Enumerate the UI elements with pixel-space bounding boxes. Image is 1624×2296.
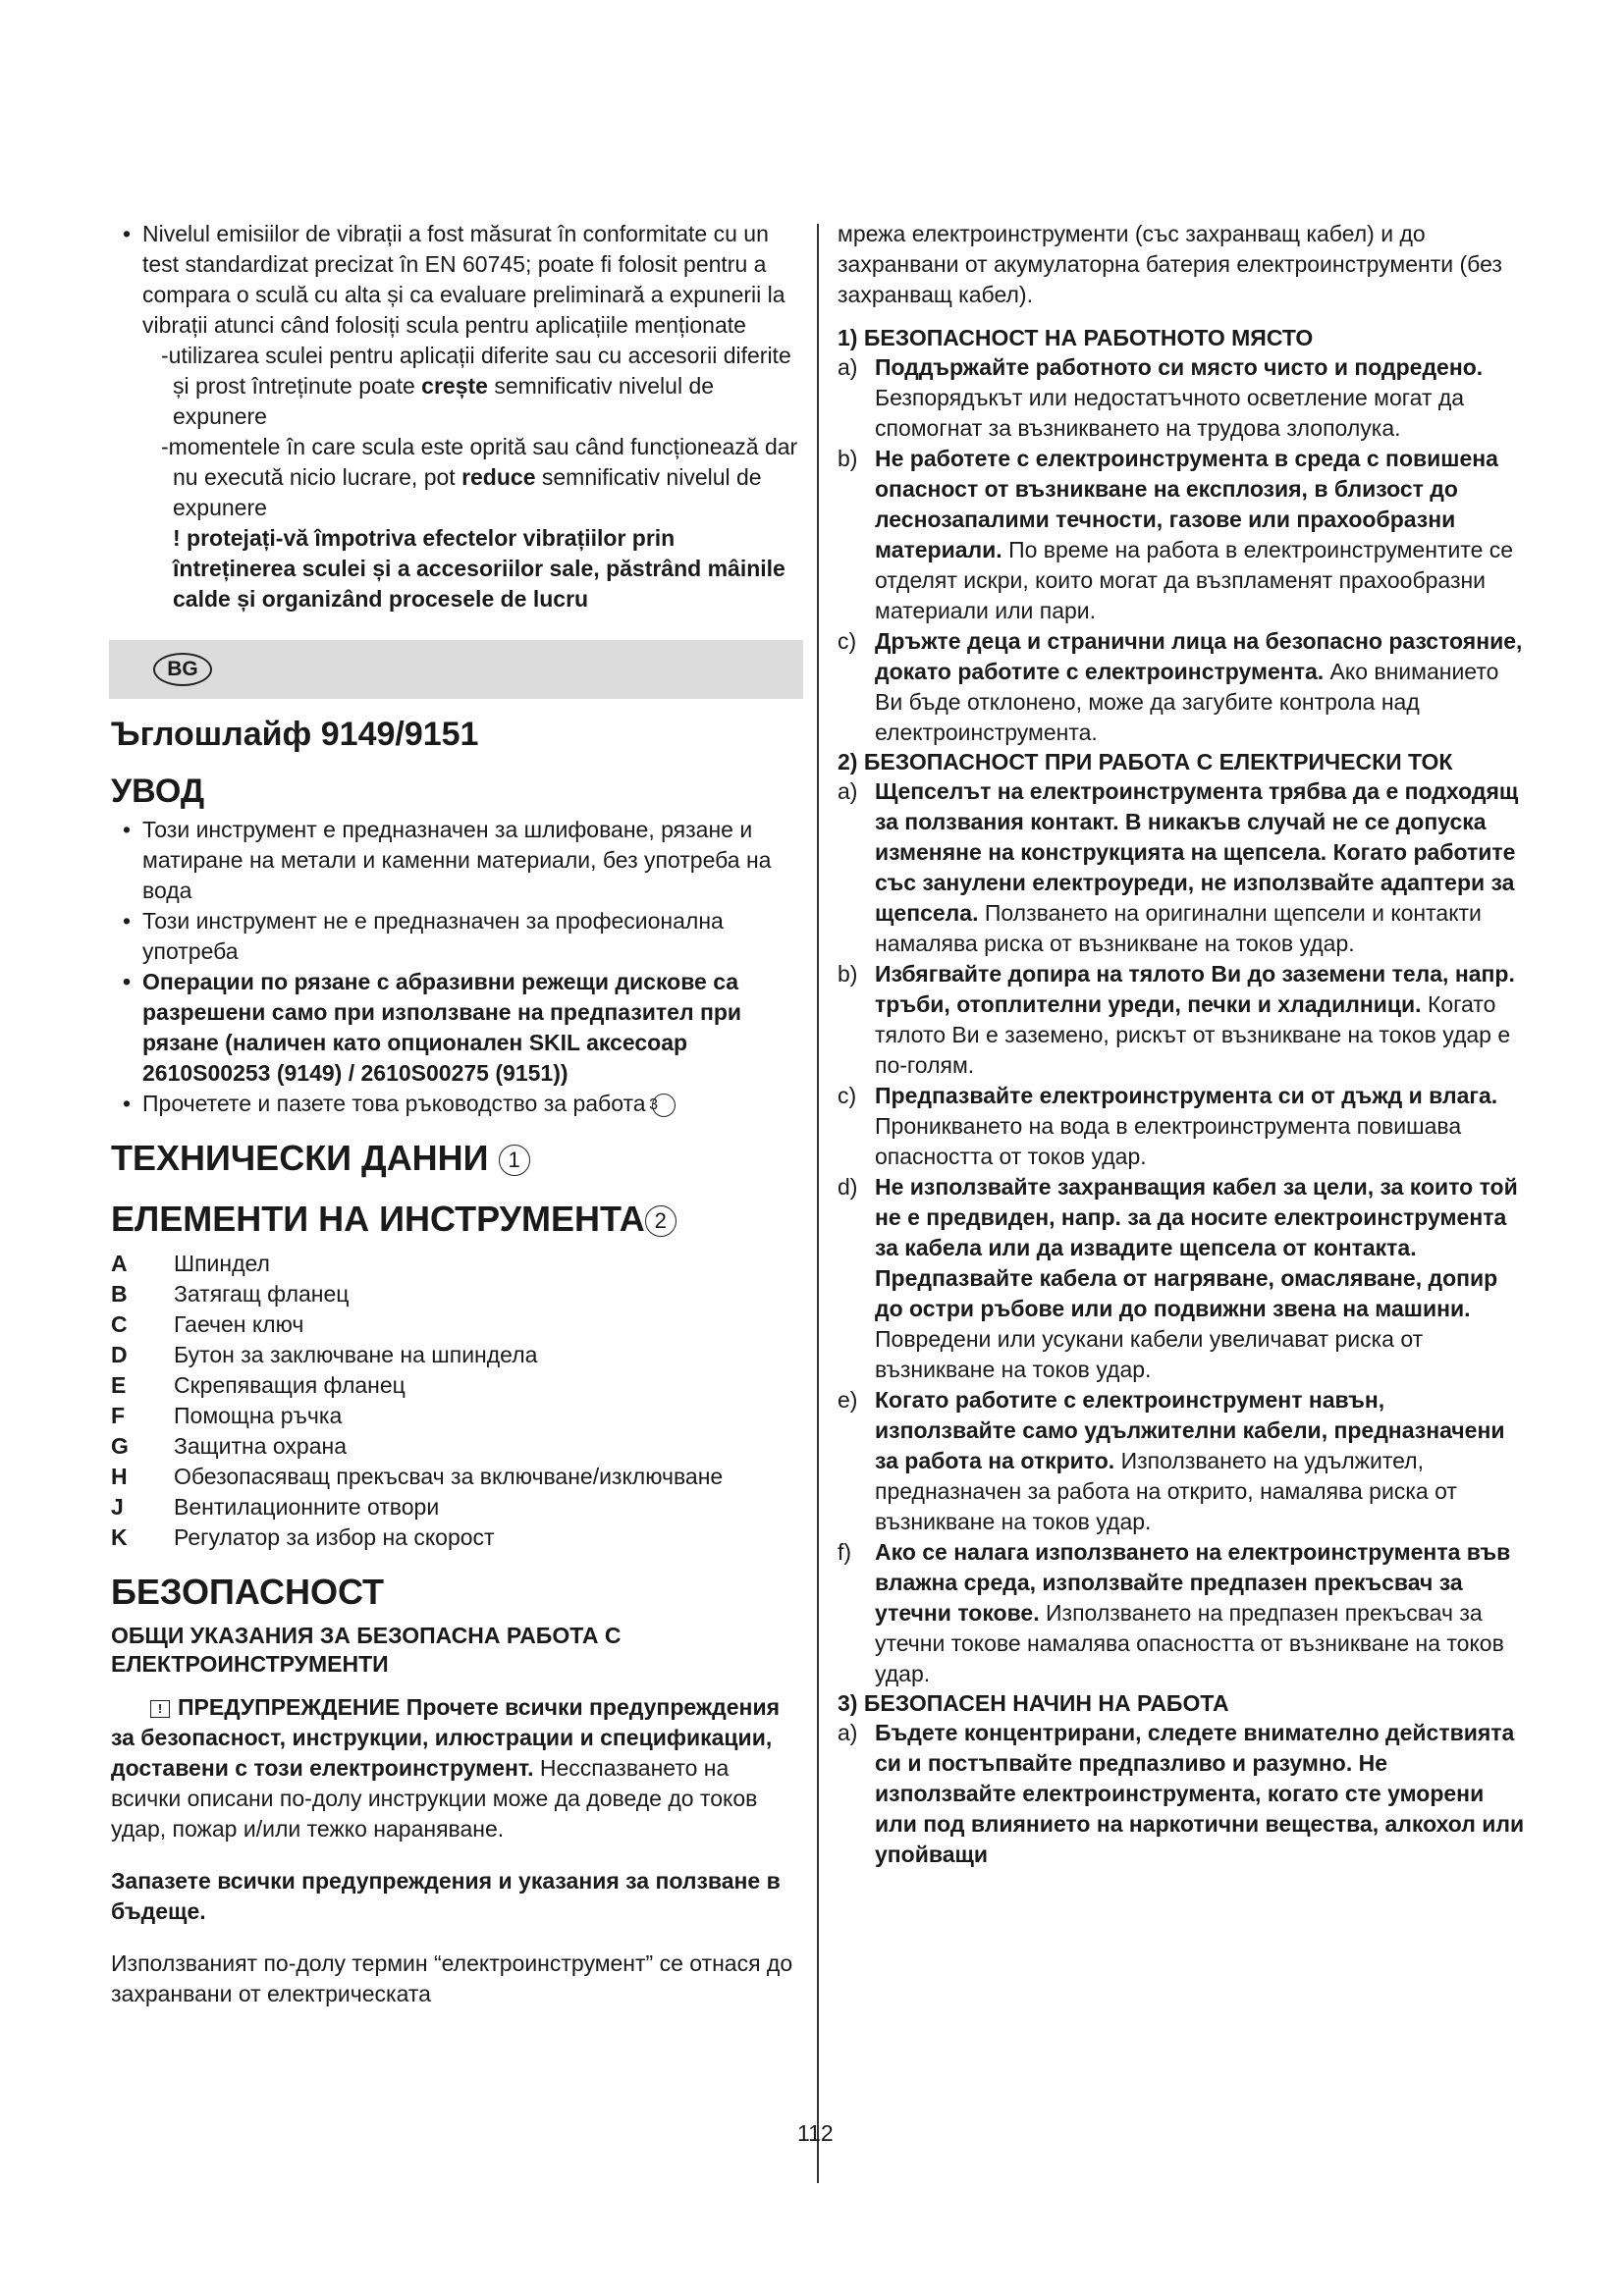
section-3-heading: 3) БЕЗОПАСЕН НАЧИН НА РАБОТА (838, 1690, 1229, 1716)
list-item: A Шпиндел (111, 1251, 270, 1276)
left-column (111, 219, 803, 2009)
intro-bullet-1: • Този инструмент е предназначен за шлифоване, рязане и матиране на метали и каменни материали, без употреба на вода (111, 815, 803, 906)
general-warning: ! ПРЕДУПРЕЖДЕНИЕ Прочете всички предупреждения за безопасност, инструкции, илюстрации и спецификации, доставени с този електроинструмент. Несспазването на всички описани по-долу инструкции може да доведе до токов удар, пожар и/или тежко нараняване. (111, 1694, 781, 1842)
language-bar (109, 640, 803, 699)
warning-triangle-icon: ! (150, 1700, 170, 1718)
ro-sub-item-1: -utilizarea sculei pentru aplicații diferite sau cu accesorii diferite și prost întreținute poate crește semnificativ nivelul de expunere (161, 343, 791, 429)
section-2-heading: 2) БЕЗОПАСНОСТ ПРИ РАБОТА С ЕЛЕКТРИЧЕСКИ ТОК (838, 749, 1453, 774)
tech-data-heading: ТЕХНИЧЕСКИ ДАННИ 1 (111, 1137, 803, 1180)
figure-ref-3: 3 (652, 1094, 676, 1117)
list-item: F Помощна ръчка (111, 1403, 343, 1428)
intro-bullet-4: • Прочетете и пазете това ръководство за работа 3 (111, 1089, 803, 1119)
section-3-item-a: a) Бъдете концентрирани, следете внимателно действията си и постъпвайте предпазливо и разумно. Не използвайте електроинструмента, когато сте уморени или под влиянието на наркотични вещества, алкохол или упойващи (838, 1720, 1525, 1867)
section-1-item-c: c) Дръжте деца и странични лица на безопасно разстояние, докато работите с електроинструмента. Ако вниманието Ви бъде отклонено, може да загубите контрола над електроинструмента. (838, 628, 1523, 745)
language-badge: BG (153, 653, 212, 686)
section-2-item-a: a) Щепселът на електроинструмента трябва да е подходящ за ползвания контакт. В никакъв случай не се допуска изменяне на конструкцията на щепсела. Когато работите със занулени електроуреди, не използвайте адаптери за щепсела. Ползването на оригинални щепсели и контакти намалява риска от възникване на токов удар. (838, 778, 1519, 956)
list-item: E Скрепяващия фланец (111, 1372, 406, 1398)
figure-ref-1: 1 (499, 1145, 530, 1176)
list-item: D Бутон за заключване на шпиндела (111, 1342, 538, 1367)
list-item: G Защитна охрана (111, 1433, 347, 1459)
elements-list (111, 1249, 803, 1553)
list-item: C Гаечен ключ (111, 1311, 304, 1337)
column-divider (817, 224, 819, 2183)
section-2-item-c: c) Предпазвайте електроинструмента си от дъжд и влага. Проникването на вода в електроинструмента повишава опасността от токов удар. (838, 1083, 1498, 1169)
section-2-item-d: d) Не използвайте захранващия кабел за цели, за които той не е предвиден, напр. за да носите електроинструмента за кабела или да извадите щепсела от контакта. Предпазвайте кабела от нагряване, омасляване, допир до остри ръбове или до подвижни звена на машини. Повредени или усукани кабели увеличават риска от възникване на токов удар. (838, 1174, 1518, 1382)
intro-bullet-3: • Операции по рязане с абразивни режещи дискове са разрешени само при използване на предпазител при рязане (наличен като опционален SKIL аксесоар 2610S00253 (9149) / 2610S00275 (9151)) (111, 967, 803, 1089)
right-column (838, 219, 1525, 1870)
list-item: B Затягащ фланец (111, 1281, 350, 1307)
section-2-item-f: f) Ако се налага използването на електроинструмента във влажна среда, използвайте предпазен прекъсвач за утечни токове. Използването на предпазен прекъсвач за утечни токове намалява опасността от възникване на токов удар. (838, 1539, 1511, 1686)
section-2-item-e: e) Когато работите с електроинструмент навън, използвайте само удължителни кабели, предназначени за работа на открито. Използването на удължител, предназначен за работа на открито, намалява риска от възникване на токов удар. (838, 1387, 1505, 1534)
figure-ref-2: 2 (645, 1205, 677, 1237)
section-1-heading: 1) БЕЗОПАСНОСТ НА РАБОТНОТО МЯСТО (838, 325, 1314, 350)
page-number: 112 (797, 2120, 834, 2146)
ro-sub-item-2: -momentele în care scula este oprită sau când funcționează dar nu execută nicio lucrare, pot reduce semnificativ nivelul de expunere (161, 434, 798, 520)
section-1-item-a: a) Поддържайте работното си място чисто и подредено. Безпорядъкът или недостатъчното осветление могат да спомогнат за възникването на трудова злополука. (838, 354, 1484, 441)
intro-heading: УВОД (111, 773, 205, 810)
safety-heading: БЕЗОПАСНОСТ (111, 1572, 385, 1612)
ro-vibration-warning: ! protejați-vă împotriva efectelor vibrațiilor prin întreținerea sculei și a accesoriilor sale, păstrând mâinile calde și organizând procesele de lucru (173, 525, 785, 612)
section-1-item-b: b) Не работете с електроинструмента в среда с повишена опасност от възникване на експлозия, в близост до леснозапалими течности, газове или прахообразни материали. По време на работа в електроинструментите се отделят искри, които могат да възпламенят прахообразни материали или пари. (838, 446, 1514, 623)
intro-bullet-2: • Този инструмент не е предназначен за професионална употреба (111, 906, 803, 967)
ro-vibration-bullet: • Nivelul emisiilor de vibrații a fost măsurat în conformitate cu un test standardizat precizat în EN 60745; poate fi folosit pentru a compara o sculă cu alta și ca evaluare preliminară a expunerii la vibrații atunci când folosiți scula pentru aplicațiile menționate (111, 219, 803, 341)
product-title: Ъглошлайф 9149/9151 (111, 716, 479, 753)
section-2-item-b: b) Избягвайте допира на тялото Ви до заземени тела, напр. тръби, отоплителни уреди, печки и хладилници. Когато тялото Ви е заземено, рискът от възникване на токов удар е по-голям. (838, 961, 1515, 1078)
term-definition: Използваният по-долу термин “електроинструмент” се отнася до захранвани от електрическата (111, 1950, 793, 2006)
elements-heading: ЕЛЕМЕНТИ НА ИНСТРУМЕНТА 2 (111, 1198, 803, 1241)
list-item: K Регулатор за избор на скорост (111, 1524, 495, 1550)
list-item: J Вентилационните отвори (111, 1494, 440, 1520)
keep-instructions-note: Запазете всички предупреждения и указания за ползване в бъдеще. (111, 1868, 781, 1924)
safety-subheading: ОБЩИ УКАЗАНИЯ ЗА БЕЗОПАСНА РАБОТА С ЕЛЕКТРОИНСТРУМЕНТИ (111, 1623, 622, 1677)
term-continuation: мрежа електроинструменти (със захранващ кабел) и до захранвани от акумулаторна батерия електроинструменти (без захранващ кабел). (838, 221, 1502, 307)
list-item: H Обезопасяващ прекъсвач за включване/изключване (111, 1464, 724, 1489)
